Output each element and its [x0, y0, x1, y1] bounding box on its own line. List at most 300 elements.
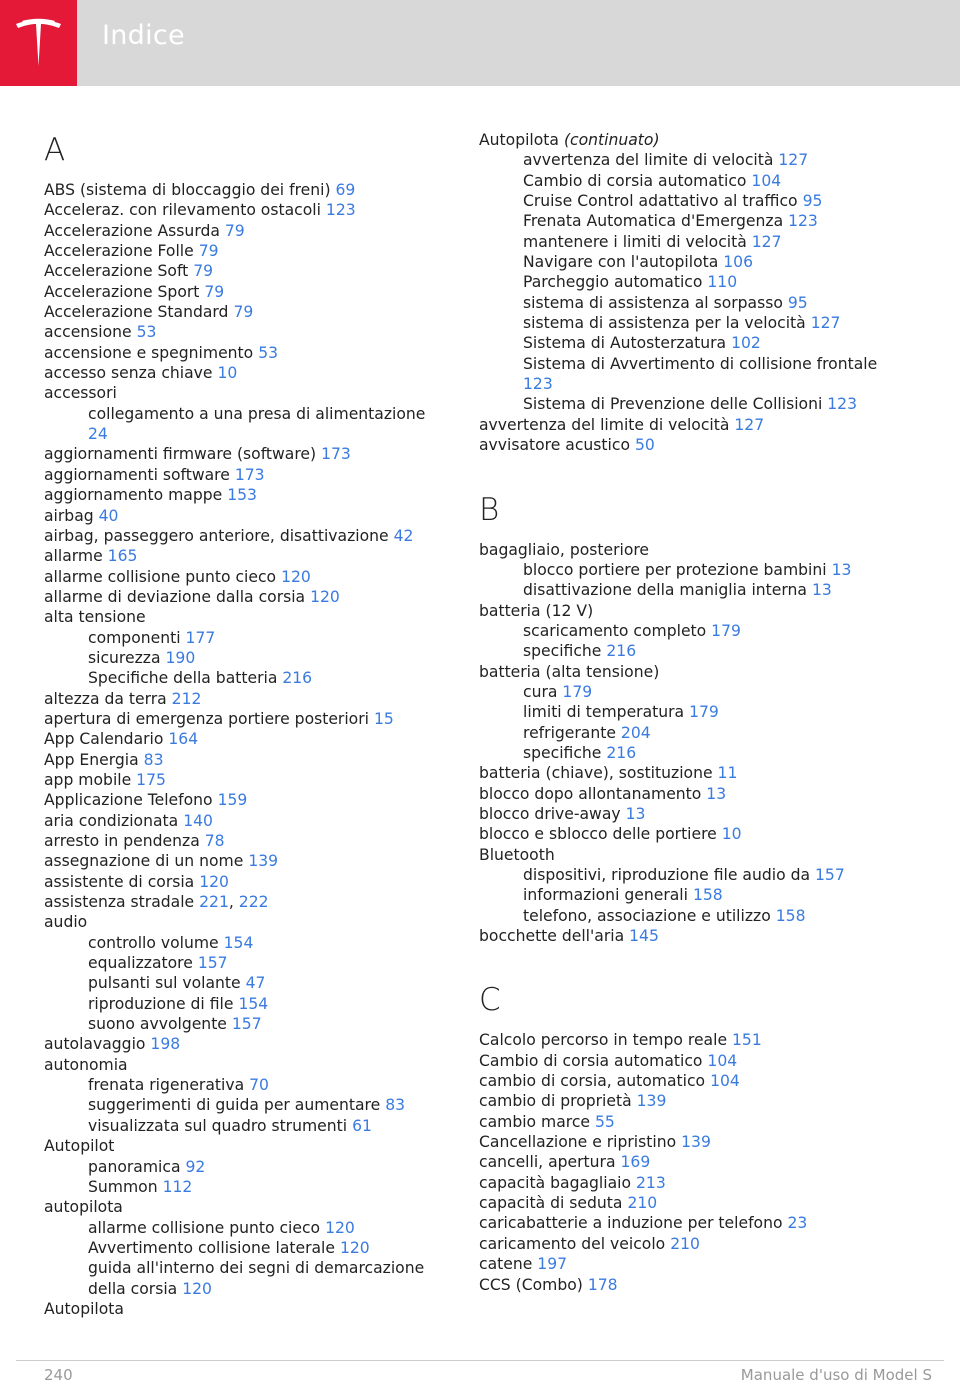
page-link[interactable]: 79	[224, 221, 245, 240]
index-entry	[44, 1014, 484, 1034]
entry-text: Cruise Control adattativo al traffico	[523, 192, 798, 211]
index-entry	[44, 343, 484, 363]
entry-text: accessori	[44, 384, 117, 403]
entry-text: allarme collisione punto cieco	[44, 567, 277, 586]
entry-text: Applicazione Telefono	[44, 791, 213, 810]
index-column-right	[479, 130, 919, 1295]
index-entry	[479, 580, 919, 600]
index-entry	[479, 1193, 919, 1213]
index-entry	[44, 221, 484, 241]
entry-text: dispositivi, riproduzione file audio da	[523, 866, 811, 884]
index-entry	[479, 906, 919, 926]
entry-text: Navigare con l'autopilota	[523, 253, 719, 272]
entry-text: catene	[479, 1255, 533, 1274]
section-letter-c: C	[479, 982, 501, 1019]
entry-text: Accelerazione Folle	[44, 242, 194, 261]
entry-text: App Energia	[44, 750, 139, 769]
page-link[interactable]: 154	[238, 994, 269, 1013]
index-entry	[44, 1177, 484, 1197]
continued-heading: Autopilota (continuato)	[479, 131, 660, 149]
entry-text: avvertenza del limite di velocità	[479, 415, 730, 434]
entry-text: autolavaggio	[44, 1035, 146, 1054]
index-entry	[44, 994, 484, 1014]
entry-text: Accelerazione Sport	[44, 282, 200, 301]
entry-text: airbag, passeggero anteriore, disattivazione	[44, 526, 389, 545]
page-link[interactable]: 69	[335, 181, 356, 199]
entry-text: collegamento a una presa di alimentazione	[88, 404, 426, 423]
index-entry	[44, 628, 484, 648]
index-entry	[479, 232, 883, 252]
page-link[interactable]: 153	[227, 486, 257, 505]
entry-text: sicurezza	[88, 648, 161, 667]
page-link[interactable]: 79	[198, 242, 219, 261]
page-link[interactable]: 216	[606, 642, 637, 661]
entry-text: aggiornamento mappe	[44, 486, 223, 505]
page-link[interactable]: 13	[811, 581, 832, 600]
page-link[interactable]: 47	[245, 974, 266, 993]
entry-text: cambio di corsia, automatico	[479, 1072, 706, 1091]
index-entry	[44, 912, 484, 932]
brand-logo	[0, 0, 77, 86]
entry-text: cura	[523, 682, 558, 701]
entry-text: suggerimenti di guida per aumentare	[88, 1096, 381, 1115]
page-link[interactable]: 139	[248, 852, 279, 871]
page-link[interactable]: 140	[183, 811, 213, 830]
index-entry	[479, 415, 919, 435]
index-list-a	[44, 180, 484, 1319]
page-link[interactable]: 157	[231, 1015, 262, 1034]
index-entry	[479, 621, 919, 641]
page-link[interactable]: 13	[625, 804, 646, 823]
index-entry	[479, 150, 883, 170]
index-entry	[44, 1055, 484, 1075]
page-link[interactable]: 79	[193, 262, 214, 281]
entry-text: sistema di assistenza al sorpasso	[523, 293, 783, 312]
page-link[interactable]: 70	[249, 1076, 269, 1095]
entry-text: allarme	[44, 547, 103, 566]
index-entry	[479, 540, 919, 560]
page-link[interactable]: 79	[233, 303, 254, 322]
entry-text: controllo volume	[88, 933, 219, 952]
index-entry	[479, 743, 919, 763]
index-entry	[479, 784, 919, 804]
entry-text: Autopilota	[44, 1299, 124, 1318]
entry-text: Parcheggio automatico	[523, 273, 703, 292]
entry-text: limiti di temperatura	[523, 703, 685, 722]
entry-text: frenata rigenerativa	[88, 1076, 245, 1095]
index-entry	[44, 709, 484, 729]
page-title: Indice	[102, 20, 185, 51]
index-entry	[44, 1299, 484, 1319]
index-entry	[44, 383, 484, 403]
index-entry	[44, 933, 484, 953]
page-link[interactable]: 210	[670, 1234, 700, 1253]
entry-text: equalizzatore	[88, 954, 193, 973]
entry-text: Accelerazione Soft	[44, 262, 189, 281]
entry-text: apertura di emergenza portiere posteriori	[44, 709, 369, 728]
entry-text: autopilota	[44, 1198, 123, 1217]
index-entry	[44, 404, 448, 445]
index-entry	[479, 1173, 919, 1193]
entry-text: assegnazione di un nome	[44, 852, 244, 871]
entry-text: informazioni generali	[523, 886, 688, 905]
index-entry	[44, 1034, 484, 1054]
entry-text: assistente di corsia	[44, 872, 195, 891]
page-link[interactable]: 10	[721, 825, 742, 844]
index-entry	[44, 322, 484, 342]
page-link[interactable]: 120	[339, 1238, 370, 1257]
entry-text: assistenza stradale	[44, 893, 195, 912]
page-number: 240	[44, 1366, 73, 1384]
entry-text: Accelerazione Assurda	[44, 221, 220, 240]
page-link[interactable]: 110	[707, 273, 738, 292]
page-link[interactable]: 158	[692, 886, 723, 905]
page-link[interactable]: 13	[706, 784, 727, 803]
index-entry	[44, 485, 484, 505]
index-entry	[44, 1218, 484, 1238]
page-link[interactable]: 120	[310, 587, 340, 606]
page-link[interactable]: 13	[831, 560, 852, 579]
index-entry	[44, 1258, 448, 1299]
page-link[interactable]: 11	[717, 764, 738, 783]
entry-text: app mobile	[44, 770, 132, 789]
index-list-autopilota-continued	[479, 150, 919, 414]
page-link[interactable]: 104	[751, 171, 782, 190]
page-link[interactable]: 127	[778, 151, 809, 170]
page-link[interactable]: 157	[197, 954, 228, 973]
index-entry	[44, 811, 484, 831]
page-link[interactable]: 120	[281, 567, 311, 586]
page-link[interactable]: 83	[143, 750, 164, 769]
entry-text: capacità di seduta	[479, 1194, 623, 1213]
page-link[interactable]: 42	[393, 526, 414, 545]
page-link[interactable]: 104	[707, 1051, 738, 1070]
page-link[interactable]: 158	[775, 906, 806, 925]
entry-text: audio	[44, 913, 88, 932]
page-link[interactable]: 55	[595, 1112, 615, 1131]
entry-text: accensione	[44, 323, 132, 342]
entry-text: avvertenza del limite di velocità	[523, 151, 774, 170]
index-entry	[479, 1152, 919, 1172]
page-link[interactable]: 222	[238, 893, 269, 912]
index-entry	[44, 1116, 484, 1136]
page-link[interactable]: 204	[620, 723, 651, 742]
page-link[interactable]: 213	[636, 1173, 666, 1192]
entry-text: cambio marce	[479, 1112, 591, 1131]
index-entry	[44, 1075, 484, 1095]
page-link[interactable]: 23	[787, 1214, 808, 1233]
page-link[interactable]: 106	[723, 253, 754, 272]
page-link[interactable]: 210	[627, 1194, 658, 1213]
entry-text: aggiornamenti firmware (software)	[44, 445, 317, 464]
index-entry	[479, 1030, 919, 1050]
entry-text: App Calendario	[44, 730, 164, 749]
index-entry	[479, 865, 919, 885]
index-list-c	[479, 1030, 919, 1294]
entry-text: aria condizionata	[44, 811, 179, 830]
page-link[interactable]: 157	[815, 866, 845, 884]
index-entry	[44, 444, 484, 464]
page-link[interactable]: 216	[606, 743, 637, 762]
index-entry	[479, 435, 919, 455]
entry-text: batteria (chiave), sostituzione	[479, 764, 713, 783]
index-entry	[44, 973, 484, 993]
entry-text: Bluetooth	[479, 845, 555, 864]
index-column-left	[44, 130, 484, 1319]
index-entry	[479, 560, 919, 580]
entry-text: componenti	[88, 628, 181, 647]
page-link[interactable]: 53	[136, 323, 157, 342]
entry-text: specifiche	[523, 743, 602, 762]
index-entry	[44, 1197, 484, 1217]
entry-text: pulsanti sul volante	[88, 974, 241, 993]
entry-text: scaricamento completo	[523, 621, 707, 640]
index-entry	[479, 252, 883, 272]
entry-text: batteria (alta tensione)	[479, 662, 660, 681]
entry-text: refrigerante	[523, 723, 616, 742]
index-entry	[44, 587, 484, 607]
index-entry	[479, 662, 919, 682]
index-entry	[479, 293, 883, 313]
page-link[interactable]: 197	[537, 1255, 568, 1274]
entry-text: altezza da terra	[44, 689, 167, 708]
index-entry	[479, 191, 883, 211]
index-entry	[479, 171, 883, 191]
index-entry	[44, 546, 484, 566]
entry-text: blocco dopo allontanamento	[479, 784, 702, 803]
index-entry	[479, 601, 919, 621]
index-entry	[479, 641, 919, 661]
entry-text: capacità bagagliaio	[479, 1173, 632, 1192]
index-entry	[479, 1051, 919, 1071]
index-entry	[44, 180, 484, 200]
index-entry: assistenza stradale 221, 222	[44, 893, 269, 912]
index-entry	[479, 1071, 919, 1091]
index-entry	[479, 1275, 919, 1295]
page-link[interactable]: 40	[98, 506, 119, 525]
index-list-b	[479, 540, 919, 947]
page-link[interactable]: 127	[751, 232, 782, 251]
index-entry	[479, 763, 919, 783]
page-link[interactable]: 10	[217, 364, 238, 383]
entry-text: telefono, associazione e utilizzo	[523, 906, 771, 925]
page-link[interactable]: 120	[182, 1279, 212, 1298]
index-entry	[44, 363, 484, 383]
page-link[interactable]: 139	[636, 1092, 667, 1111]
page-link[interactable]: 179	[689, 703, 719, 722]
page-link[interactable]: 165	[107, 547, 138, 566]
index-entry	[44, 465, 484, 485]
index-entry	[44, 851, 484, 871]
page-header	[0, 0, 960, 86]
index-entry	[479, 845, 919, 865]
page-link[interactable]: 79	[204, 282, 225, 301]
entry-text: autonomia	[44, 1055, 128, 1074]
page-link[interactable]: 127	[734, 415, 765, 434]
page-link[interactable]: 177	[185, 628, 216, 647]
page-link[interactable]: 15	[373, 709, 394, 728]
section-letter-a: A	[44, 132, 66, 168]
entry-text: sistema di assistenza per la velocità	[523, 314, 806, 333]
page-link[interactable]: 104	[710, 1072, 740, 1091]
entry-text: Avvertimento collisione laterale	[88, 1238, 335, 1257]
page-link[interactable]: 178	[587, 1275, 618, 1294]
index-entry	[44, 261, 484, 281]
entry-text: CCS (Combo)	[479, 1275, 583, 1294]
index-entry	[479, 1254, 919, 1274]
page-link[interactable]: 221	[199, 893, 229, 912]
index-entry	[44, 241, 484, 261]
index-entry	[479, 1112, 919, 1132]
page-link[interactable]: 24	[88, 425, 108, 444]
page-link[interactable]: 154	[223, 933, 254, 952]
entry-text: Accelerazione Standard	[44, 303, 229, 322]
entry-text: Acceleraz. con rilevamento ostacoli	[44, 201, 321, 220]
index-entry	[44, 607, 484, 627]
page-link[interactable]: 50	[634, 436, 655, 455]
page-link[interactable]: 151	[732, 1031, 762, 1050]
entry-text: Cambio di corsia automatico	[479, 1051, 703, 1070]
page-link[interactable]: 123	[325, 201, 356, 220]
index-entry	[44, 790, 484, 810]
index-entry	[479, 1234, 919, 1254]
page-link[interactable]: 61	[352, 1116, 372, 1135]
entry-text: Summon	[88, 1177, 158, 1196]
index-entry	[44, 648, 484, 668]
entry-text: allarme di deviazione dalla corsia	[44, 587, 306, 606]
index-entry	[44, 831, 484, 851]
index-entry	[479, 333, 883, 353]
entry-text: arresto in pendenza	[44, 832, 200, 850]
entry-text: blocco e sblocco delle portiere	[479, 825, 717, 844]
index-entry	[479, 211, 883, 231]
page-link[interactable]: 179	[562, 682, 593, 701]
manual-title: Manuale d'uso di Model S	[740, 1366, 932, 1384]
entry-text: alta tensione	[44, 608, 146, 627]
index-entry	[44, 1238, 484, 1258]
index-entry	[479, 1213, 919, 1233]
entry-text: allarme collisione punto cieco	[88, 1218, 321, 1237]
entry-text: Autopilot	[44, 1137, 115, 1156]
index-entry	[44, 872, 484, 892]
page-link[interactable]: 179	[711, 621, 741, 640]
page-link[interactable]: 212	[171, 689, 202, 708]
index-entry	[479, 885, 919, 905]
entry-text: Frenata Automatica d'Emergenza	[523, 212, 784, 231]
entry-text: Sistema di Avvertimento di collisione frontale	[523, 354, 878, 373]
page-link[interactable]: 78	[204, 832, 225, 850]
page-link[interactable]: 198	[150, 1035, 181, 1054]
index-entry	[479, 272, 883, 292]
index-entry	[479, 824, 919, 844]
entry-text: caricamento del veicolo	[479, 1234, 666, 1253]
index-entry	[479, 313, 883, 333]
entry-text: avvisatore acustico	[479, 436, 630, 455]
page-link[interactable]: 120	[199, 872, 229, 891]
page-link[interactable]: 123	[788, 212, 818, 231]
entry-text: Cancellazione e ripristino	[479, 1133, 677, 1152]
page-link[interactable]: 190	[165, 648, 196, 667]
index-entry	[479, 394, 883, 414]
entry-text: Sistema di Autosterzatura	[523, 334, 727, 353]
entry-text: airbag	[44, 506, 94, 525]
page-link[interactable]: 92	[185, 1157, 206, 1176]
tesla-logo-icon	[14, 18, 63, 68]
index-entry	[44, 282, 484, 302]
page-link[interactable]: 173	[321, 445, 351, 464]
page-link[interactable]: 83	[385, 1096, 406, 1115]
index-entry	[44, 1157, 484, 1177]
entry-text: mantenere i limiti di velocità	[523, 232, 747, 251]
entry-text: blocco drive-away	[479, 804, 621, 823]
index-entry	[44, 770, 484, 790]
index-entry	[44, 750, 484, 770]
entry-text: Calcolo percorso in tempo reale	[479, 1031, 728, 1050]
index-entry	[44, 200, 484, 220]
index-entry	[44, 506, 484, 526]
index-entry	[44, 302, 484, 322]
page-link[interactable]: 139	[681, 1133, 711, 1152]
entry-text: suono avvolgente	[88, 1015, 227, 1034]
index-entry	[479, 1091, 919, 1111]
page-link[interactable]: 120	[325, 1218, 355, 1237]
index-entry	[479, 682, 919, 702]
index-entry	[479, 354, 883, 395]
entry-text: Specifiche della batteria	[88, 669, 278, 688]
entry-text: batteria (12 V)	[479, 601, 594, 620]
page-link[interactable]: 159	[217, 791, 248, 810]
entry-text: bocchette dell'aria	[479, 927, 625, 946]
page-link[interactable]: 95	[787, 293, 808, 312]
page-link[interactable]: 164	[168, 730, 199, 749]
index-entry	[44, 689, 484, 709]
page-link[interactable]: 102	[731, 334, 761, 353]
entry-text: aggiornamenti software	[44, 465, 230, 484]
entry-text: specifiche	[523, 642, 602, 661]
page-link[interactable]: 127	[810, 314, 841, 333]
page-link[interactable]: 95	[802, 192, 823, 211]
index-entry	[479, 926, 919, 946]
index-entry	[479, 702, 919, 722]
entry-text: Cambio di corsia automatico	[523, 171, 747, 190]
entry-text: guida all'interno dei segni di demarcazione della corsia	[88, 1259, 425, 1298]
page-link[interactable]: 145	[629, 927, 659, 946]
entry-text: ABS (sistema di bloccaggio dei freni)	[44, 181, 331, 199]
footer-divider	[16, 1360, 944, 1361]
page-link[interactable]: 112	[162, 1177, 193, 1196]
page-link[interactable]: 123	[827, 395, 858, 414]
page-link[interactable]: 216	[282, 669, 313, 688]
page-link[interactable]: 169	[620, 1153, 651, 1172]
section-letter-b: B	[479, 491, 500, 528]
index-entry	[479, 1132, 919, 1152]
entry-text: visualizzata sul quadro strumenti	[88, 1116, 348, 1135]
page-link[interactable]: 173	[234, 465, 265, 484]
entry-text: riproduzione di file	[88, 994, 234, 1013]
index-entry	[44, 668, 484, 688]
index-entry	[479, 804, 919, 824]
entry-text: blocco portiere per protezione bambini	[523, 560, 827, 579]
page-link[interactable]: 53	[258, 343, 279, 362]
index-entry	[44, 953, 484, 973]
page-link[interactable]: 123	[523, 375, 553, 394]
entry-text: caricabatterie a induzione per telefono	[479, 1214, 783, 1233]
entry-text: cancelli, apertura	[479, 1153, 616, 1172]
index-entry	[44, 526, 484, 546]
entry-text: disattivazione della maniglia interna	[523, 581, 807, 600]
entry-text: accesso senza chiave	[44, 364, 213, 383]
page-link[interactable]: 175	[136, 770, 166, 789]
